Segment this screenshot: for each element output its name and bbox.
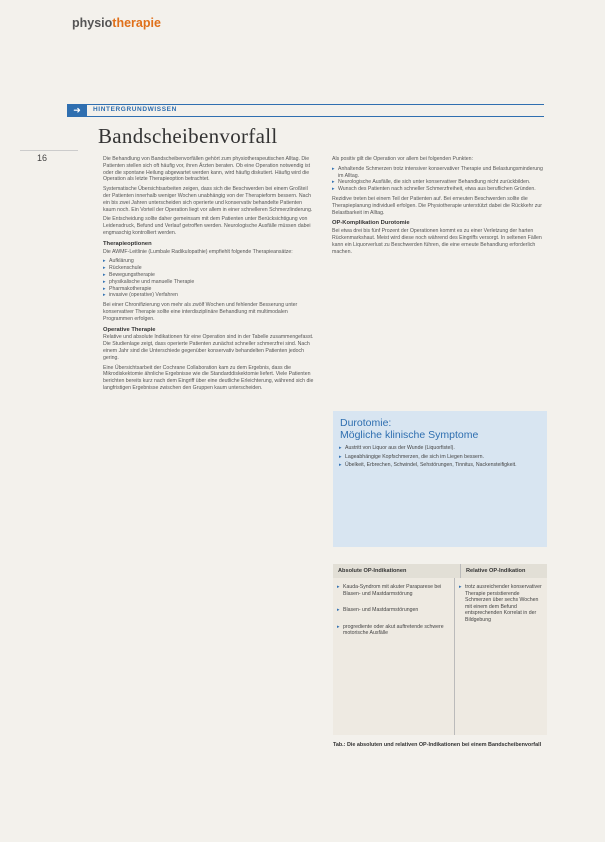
table-caption: Tab.: Die absoluten und relativen OP-Indikationen bei einem Bandscheibenvorfall [333, 742, 542, 748]
symptom-box-title [333, 411, 547, 441]
therapy-intro: Die AWMF-Leitlinie (Lumbale Radikulopathie) empfiehlt folgende Therapieansätze: [103, 248, 293, 255]
arrow-right-icon: ➜ [67, 105, 87, 116]
magazine-logo [72, 16, 161, 30]
intro-paragraph-2: Systematische Übersichtsarbeiten zeigen, dass sich die Beschwerden bei einem Großteil der Patienten innerhalb weniger Wochen unabhängig von der Therapieform bessern. Nach ein bis zwei Jahren unterscheiden sich operierte und konservativ behandelte Patienten kaum noch. Ein Vorteil der Operation liegt vor allem in einer schnelleren Schmerzlinderung. [103, 186, 313, 213]
symptom-list [333, 445, 547, 469]
section-bar [67, 104, 544, 117]
therapy-item: ▸ invasive (operative) Verfahren [103, 292, 316, 299]
operative-paragraph-1: Relative und absolute Indikationen für eine Operation sind in der Tabelle zusammengefasst. Die Studienlage zeigt, dass operierte Patienten zunächst schneller schmerzfrei sind. Nach einem Jahr sind die Unterschiede gegenüber konservativ behandelten Patienten jedoch gering. [103, 334, 314, 361]
therapy-list [103, 258, 316, 299]
therapy-item: ▸ Rückenschule [103, 265, 316, 272]
operative-heading: Operative Therapie [103, 326, 156, 333]
page-number: 16 [37, 153, 48, 163]
table-header [333, 564, 547, 578]
table-header-relative: Relative OP-Indikation [466, 568, 526, 574]
symptom-box [333, 411, 547, 547]
therapy-after: Bei einer Chronifizierung von mehr als zwölf Wochen und fehlender Besserung unter konservativer Therapie sollte eine interdisziplinäre Behandlung mit multimodalen Programmen erfolgen. [103, 302, 298, 322]
table-column-absolute [333, 578, 455, 735]
right-column [332, 156, 545, 258]
intro-paragraph-1: Die Behandlung von Bandscheibenvorfällen gehört zum physiotherapeutischen Alltag. Die Patienten stellen sich oft häufig vor, ihren Ärzten beraten. Ob eine Operation notwendig ist oder die spontane Heilung abgewartet werden kann, wird häufig diskutiert. Häufig wird die Operation als letzte Therapieoption betrachtet. [103, 156, 311, 183]
pro-item: ▸ Wunsch des Patienten nach schneller Schmerzfreiheit, etwa aus beruflichen Gründen. [332, 186, 545, 193]
therapy-item: ▸ physikalische und manuelle Therapie [103, 279, 316, 286]
indication-table [333, 564, 547, 735]
page-number-rule [20, 150, 78, 151]
symptom-box-title-line-1: Durotomie: [340, 417, 392, 429]
table-cell: ▸ Blasen- und Mastdarmstörungen [337, 607, 450, 614]
table-column-relative [455, 578, 547, 735]
relative-list [459, 584, 543, 624]
therapy-item: ▸ Bewegungstherapie [103, 272, 316, 279]
logo-part-1: physio [72, 16, 113, 30]
therapy-item: ▸ Aufklärung [103, 258, 316, 265]
section-label: HINTERGRUNDWISSEN [93, 106, 177, 113]
left-column [103, 156, 316, 395]
symptom-item: ▸ Austritt von Liquor aus der Wunde (Liquorfistel). [339, 445, 541, 452]
table-cell: ▸ trotz ausreichender konservativer Therapie persistierende Schmerzen über sechs Wochen mit einem dem Befund entsprechenden Korrelat in der Bildgebung [459, 584, 543, 624]
symptom-box-title-line-2: Mögliche klinische Symptome [340, 429, 479, 441]
pro-list [332, 166, 545, 193]
complication-heading: OP-Komplikation Durotomie [332, 220, 410, 227]
operative-paragraph-2: Eine Übersichtsarbeit der Cochrane Collaboration kam zu dem Ergebnis, dass die Mikrodiskektomie ähnliche Ergebnisse wie die Standarddiskektomie liefert. Viele Patienten berichten bereits kurz nach dem Eingriff über eine deutliche Erleichterung, während sich die langfristigen Ergebnisse zwischen den Gruppen kaum unterscheiden. [103, 364, 314, 391]
page-title: Bandscheibenvorfall [98, 124, 278, 148]
symptom-item: ▸ Lageabhängige Kopfschmerzen, die sich im Liegen bessern. [339, 454, 541, 461]
absolute-list [337, 584, 450, 637]
therapy-heading: Therapieoptionen [103, 240, 152, 247]
logo-part-2: therapie [112, 16, 161, 30]
therapy-item: ▸ Pharmakotherapie [103, 286, 316, 293]
table-body [333, 578, 547, 735]
intro-paragraph-3: Die Entscheidung sollte daher gemeinsam mit dem Patienten unter Berücksichtigung von Leidensdruck, Befund und Verlauf getroffen werden. Neurologische Ausfälle müssen dabei engmaschig kontrolliert werden. [103, 216, 311, 236]
right-intro: Als positiv gilt die Operation vor allem bei folgenden Punkten: [332, 156, 474, 162]
table-cell: ▸ Kauda-Syndrom mit akuter Paraparese bei Blasen- und Mastdarmstörung [337, 584, 450, 597]
right-middle-text: Rezidive treten bei einem Teil der Patienten auf. Bei erneuten Beschwerden sollte die Therapieplanung individuell erfolgen. Die Physiotherapie unterstützt dabei die Rückkehr zur Belastbarkeit im Alltag. [332, 195, 542, 216]
pro-item: ▸ Neurologische Ausfälle, die sich unter konservativer Behandlung nicht zurückbilden. [332, 179, 545, 186]
table-header-absolute: Absolute OP-Indikationen [333, 564, 461, 578]
symptom-item: ▸ Übelkeit, Erbrechen, Schwindel, Sehstörungen, Tinnitus, Nackensteifigkeit. [339, 462, 541, 469]
pro-item: ▸ Anhaltende Schmerzen trotz intensiver konservativer Therapie und Belastungsminderung im Alltag. [332, 166, 545, 180]
complication-text: Bei etwa drei bis fünf Prozent der Operationen kommt es zu einer Verletzung der harten Rückenmarkshaut. Meist wird diese noch während des Eingriffs versorgt. In seltenen Fällen kann ein Liquorverlust zu Beschwerden führen, die eine erneute Behandlung erforderlich machen. [332, 228, 542, 255]
table-cell: ▸ progrediente oder akut auftretende schwere motorische Ausfälle [337, 624, 450, 637]
